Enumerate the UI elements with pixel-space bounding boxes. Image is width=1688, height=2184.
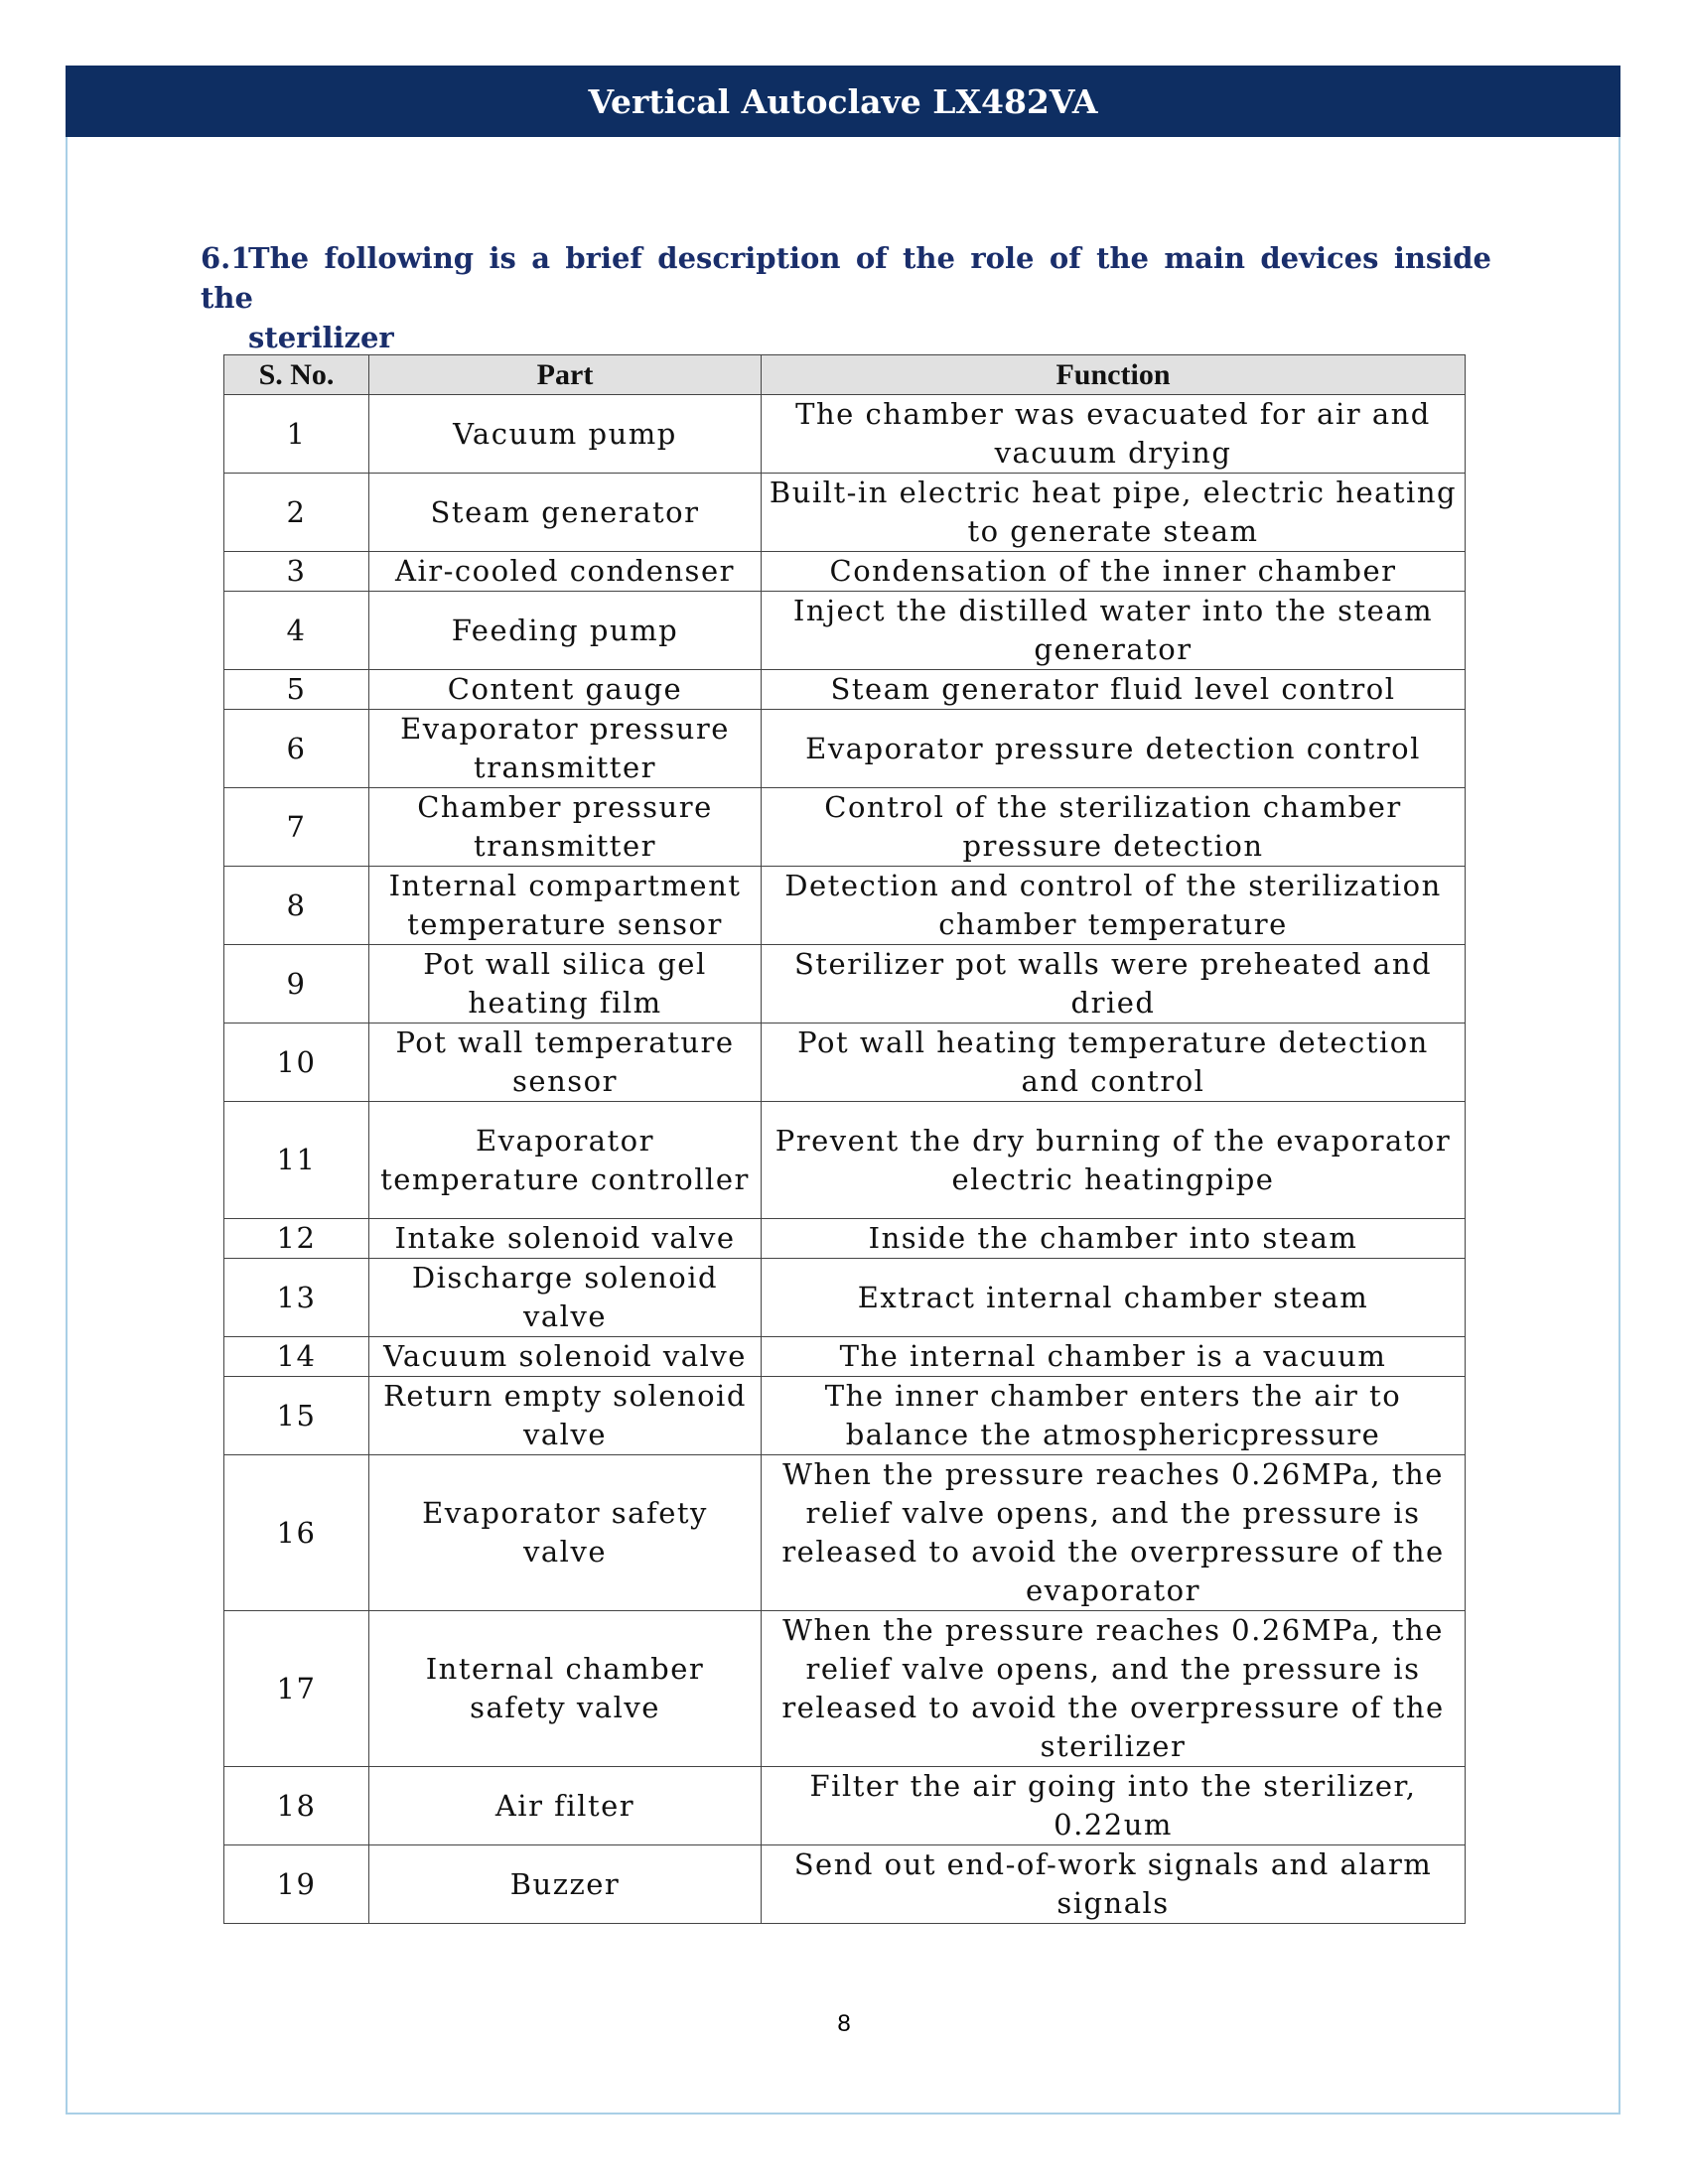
table-row <box>224 1219 1466 1259</box>
document-header <box>66 66 1620 137</box>
cell-part: Evaporator pressure transmitter <box>369 710 762 788</box>
table-row <box>224 670 1466 710</box>
table-row <box>224 592 1466 670</box>
cell-function: Detection and control of the sterilization chamber temperature <box>762 867 1466 945</box>
cell-function: Evaporator pressure detection control <box>762 710 1466 788</box>
section-title-line1: The following is a brief description of the role of the main devices inside the <box>201 241 1491 315</box>
cell-sno: 18 <box>224 1767 369 1845</box>
table-header-row <box>224 355 1466 395</box>
table-row <box>224 1455 1466 1611</box>
table-row <box>224 395 1466 474</box>
table-row <box>224 474 1466 552</box>
page-number: 8 <box>837 2010 851 2037</box>
cell-part: Air-cooled condenser <box>369 552 762 592</box>
cell-function: Filter the air going into the sterilizer, 0.22um <box>762 1767 1466 1845</box>
table-row <box>224 1024 1466 1102</box>
cell-sno: 11 <box>224 1102 369 1219</box>
cell-sno: 7 <box>224 788 369 867</box>
document-title: Vertical Autoclave LX482VA <box>588 81 1098 121</box>
cell-sno: 4 <box>224 592 369 670</box>
cell-part: Pot wall temperature sensor <box>369 1024 762 1102</box>
cell-sno: 17 <box>224 1611 369 1767</box>
cell-part: Evaporator safety valve <box>369 1455 762 1611</box>
cell-function: Inside the chamber into steam <box>762 1219 1466 1259</box>
cell-part: Buzzer <box>369 1845 762 1924</box>
cell-part: Internal compartment temperature sensor <box>369 867 762 945</box>
cell-function: The inner chamber enters the air to balance the atmosphericpressure <box>762 1377 1466 1455</box>
cell-part: Feeding pump <box>369 592 762 670</box>
cell-sno: 19 <box>224 1845 369 1924</box>
cell-sno: 14 <box>224 1337 369 1377</box>
cell-part: Discharge solenoid valve <box>369 1259 762 1337</box>
table-row <box>224 710 1466 788</box>
cell-sno: 8 <box>224 867 369 945</box>
cell-part: Chamber pressure transmitter <box>369 788 762 867</box>
cell-sno: 15 <box>224 1377 369 1455</box>
table-row <box>224 1337 1466 1377</box>
section-number: 6.1 <box>201 241 251 275</box>
cell-sno: 16 <box>224 1455 369 1611</box>
device-function-table <box>223 354 1466 1924</box>
cell-sno: 1 <box>224 395 369 474</box>
cell-function: When the pressure reaches 0.26MPa, the relief valve opens, and the pressure is released to avoid the overpressure of the sterilizer <box>762 1611 1466 1767</box>
section-title-line2: sterilizer <box>248 321 394 354</box>
cell-function: Condensation of the inner chamber <box>762 552 1466 592</box>
cell-function: Built-in electric heat pipe, electric heating to generate steam <box>762 474 1466 552</box>
table-row <box>224 1102 1466 1219</box>
cell-function: Extract internal chamber steam <box>762 1259 1466 1337</box>
header-function: Function <box>762 355 1466 395</box>
cell-function: When the pressure reaches 0.26MPa, the relief valve opens, and the pressure is released to avoid the overpressure of the evaporator <box>762 1455 1466 1611</box>
cell-part: Steam generator <box>369 474 762 552</box>
table-row <box>224 1611 1466 1767</box>
cell-part: Pot wall silica gel heating film <box>369 945 762 1024</box>
cell-part: Evaporator temperature controller <box>369 1102 762 1219</box>
header-part: Part <box>369 355 762 395</box>
section-heading <box>201 238 1491 357</box>
cell-part: Return empty solenoid valve <box>369 1377 762 1455</box>
cell-function: Pot wall heating temperature detection and control <box>762 1024 1466 1102</box>
cell-part: Vacuum pump <box>369 395 762 474</box>
table-row <box>224 788 1466 867</box>
cell-sno: 12 <box>224 1219 369 1259</box>
cell-function: Control of the sterilization chamber pressure detection <box>762 788 1466 867</box>
cell-function: Send out end-of-work signals and alarm signals <box>762 1845 1466 1924</box>
table-row <box>224 1377 1466 1455</box>
cell-part: Content gauge <box>369 670 762 710</box>
cell-function: Inject the distilled water into the steam generator <box>762 592 1466 670</box>
table-row <box>224 1845 1466 1924</box>
cell-sno: 13 <box>224 1259 369 1337</box>
cell-function: The chamber was evacuated for air and vacuum drying <box>762 395 1466 474</box>
table-row <box>224 1259 1466 1337</box>
table-row <box>224 945 1466 1024</box>
cell-part: Vacuum solenoid valve <box>369 1337 762 1377</box>
table-row <box>224 1767 1466 1845</box>
cell-function: Prevent the dry burning of the evaporator electric heatingpipe <box>762 1102 1466 1219</box>
cell-function: Sterilizer pot walls were preheated and dried <box>762 945 1466 1024</box>
cell-part: Intake solenoid valve <box>369 1219 762 1259</box>
cell-sno: 6 <box>224 710 369 788</box>
header-sno: S. No. <box>224 355 369 395</box>
cell-sno: 3 <box>224 552 369 592</box>
cell-sno: 5 <box>224 670 369 710</box>
cell-part: Internal chamber safety valve <box>369 1611 762 1767</box>
table-row <box>224 552 1466 592</box>
cell-part: Air filter <box>369 1767 762 1845</box>
cell-function: The internal chamber is a vacuum <box>762 1337 1466 1377</box>
cell-sno: 9 <box>224 945 369 1024</box>
cell-sno: 10 <box>224 1024 369 1102</box>
table-row <box>224 867 1466 945</box>
cell-sno: 2 <box>224 474 369 552</box>
cell-function: Steam generator fluid level control <box>762 670 1466 710</box>
